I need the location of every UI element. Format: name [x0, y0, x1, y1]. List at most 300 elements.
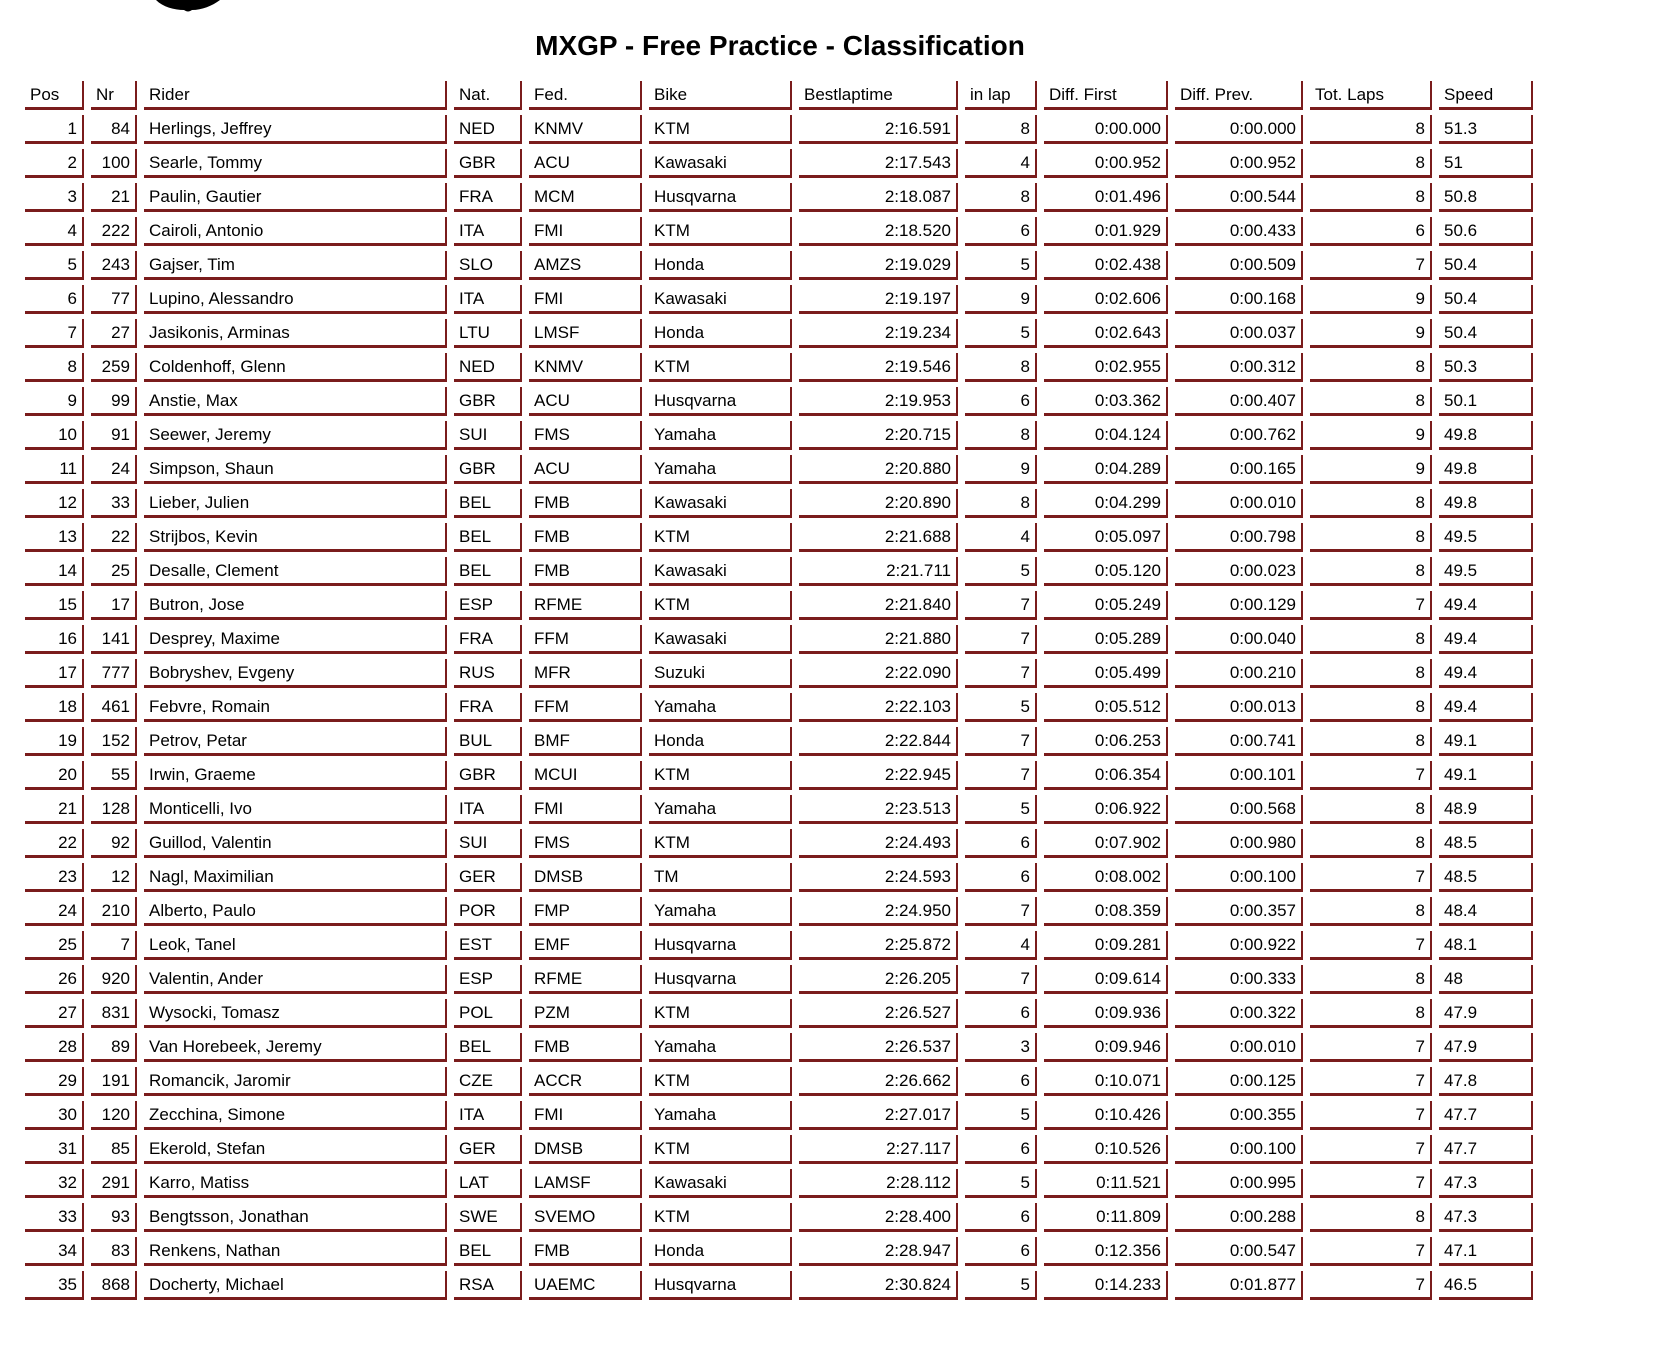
table-row [25, 727, 1533, 756]
table-row [25, 659, 1533, 688]
cell-diff_prev: 0:00.165 [1175, 455, 1303, 484]
cell-nat: ITA [454, 795, 522, 824]
cell-rider: Anstie, Max [144, 387, 447, 416]
cell-nat: POR [454, 897, 522, 926]
cell-diff_first: 0:00.952 [1044, 149, 1168, 178]
cell-tot_laps: 9 [1310, 285, 1432, 314]
cell-speed: 48.5 [1439, 863, 1533, 892]
cell-nat: SUI [454, 829, 522, 858]
cell-speed: 48.1 [1439, 931, 1533, 960]
cell-bike: Kawasaki [649, 625, 792, 654]
cell-fed: FMI [529, 285, 642, 314]
cell-fed: ACU [529, 387, 642, 416]
cell-bike: KTM [649, 829, 792, 858]
cell-nr: 92 [91, 829, 137, 858]
cell-pos: 5 [25, 251, 84, 280]
cell-in_lap: 7 [965, 659, 1037, 688]
cell-speed: 50.4 [1439, 319, 1533, 348]
cell-in_lap: 7 [965, 727, 1037, 756]
cell-bike: Yamaha [649, 693, 792, 722]
cell-nr: 91 [91, 421, 137, 450]
cell-nat: ESP [454, 591, 522, 620]
cell-in_lap: 8 [965, 489, 1037, 518]
cell-nat: SUI [454, 421, 522, 450]
cell-rider: Simpson, Shaun [144, 455, 447, 484]
cell-rider: Wysocki, Tomasz [144, 999, 447, 1028]
cell-diff_first: 0:02.606 [1044, 285, 1168, 314]
cell-diff_prev: 0:00.980 [1175, 829, 1303, 858]
cell-diff_prev: 0:00.101 [1175, 761, 1303, 790]
table-row [25, 829, 1533, 858]
cell-bestlaptime: 2:22.090 [799, 659, 958, 688]
cell-rider: Renkens, Nathan [144, 1237, 447, 1266]
table-row [25, 557, 1533, 586]
cell-nr: 259 [91, 353, 137, 382]
cell-bestlaptime: 2:21.880 [799, 625, 958, 654]
table-row [25, 693, 1533, 722]
cell-diff_prev: 0:00.322 [1175, 999, 1303, 1028]
cell-bestlaptime: 2:22.103 [799, 693, 958, 722]
cell-diff_first: 0:04.299 [1044, 489, 1168, 518]
cell-diff_prev: 0:00.000 [1175, 115, 1303, 144]
cell-speed: 49.8 [1439, 421, 1533, 450]
cell-rider: Butron, Jose [144, 591, 447, 620]
cell-bike: TM [649, 863, 792, 892]
cell-fed: FMS [529, 829, 642, 858]
cell-nat: BEL [454, 1033, 522, 1062]
cell-tot_laps: 6 [1310, 217, 1432, 246]
table-row [25, 1067, 1533, 1096]
cell-nat: GBR [454, 149, 522, 178]
table-row [25, 183, 1533, 212]
cell-in_lap: 6 [965, 387, 1037, 416]
classification-table [18, 76, 1540, 1305]
cell-in_lap: 5 [965, 1101, 1037, 1130]
table-wrap [18, 76, 1540, 1305]
cell-speed: 47.3 [1439, 1203, 1533, 1232]
cell-diff_prev: 0:00.922 [1175, 931, 1303, 960]
table-row [25, 761, 1533, 790]
cell-tot_laps: 7 [1310, 251, 1432, 280]
cell-fed: FMB [529, 523, 642, 552]
cell-bike: KTM [649, 761, 792, 790]
cell-fed: RFME [529, 591, 642, 620]
cell-speed: 48.9 [1439, 795, 1533, 824]
cell-in_lap: 8 [965, 421, 1037, 450]
cell-nat: ITA [454, 1101, 522, 1130]
cell-tot_laps: 8 [1310, 489, 1432, 518]
cell-diff_first: 0:05.120 [1044, 557, 1168, 586]
cell-diff_prev: 0:00.023 [1175, 557, 1303, 586]
cell-diff_prev: 0:00.995 [1175, 1169, 1303, 1198]
cell-pos: 8 [25, 353, 84, 382]
cell-in_lap: 6 [965, 217, 1037, 246]
table-header-row [25, 81, 1533, 110]
cell-bike: KTM [649, 591, 792, 620]
cell-bestlaptime: 2:21.711 [799, 557, 958, 586]
cell-diff_first: 0:02.643 [1044, 319, 1168, 348]
cell-bike: KTM [649, 353, 792, 382]
cell-bestlaptime: 2:24.950 [799, 897, 958, 926]
cell-nr: 99 [91, 387, 137, 416]
cell-bike: KTM [649, 523, 792, 552]
cell-diff_prev: 0:00.433 [1175, 217, 1303, 246]
cell-fed: KNMV [529, 353, 642, 382]
cell-fed: EMF [529, 931, 642, 960]
cell-bestlaptime: 2:20.715 [799, 421, 958, 450]
cell-rider: Desprey, Maxime [144, 625, 447, 654]
cell-rider: Van Horebeek, Jeremy [144, 1033, 447, 1062]
cell-diff_first: 0:10.426 [1044, 1101, 1168, 1130]
cell-fed: MCUI [529, 761, 642, 790]
cell-tot_laps: 8 [1310, 115, 1432, 144]
cell-fed: SVEMO [529, 1203, 642, 1232]
cell-diff_first: 0:02.438 [1044, 251, 1168, 280]
cell-diff_prev: 0:00.010 [1175, 1033, 1303, 1062]
cell-bestlaptime: 2:28.400 [799, 1203, 958, 1232]
cell-diff_first: 0:08.359 [1044, 897, 1168, 926]
cell-speed: 50.4 [1439, 251, 1533, 280]
cell-nat: BEL [454, 1237, 522, 1266]
table-row [25, 1033, 1533, 1062]
cell-rider: Desalle, Clement [144, 557, 447, 586]
cell-bestlaptime: 2:26.662 [799, 1067, 958, 1096]
cell-nat: CZE [454, 1067, 522, 1096]
cell-speed: 47.9 [1439, 1033, 1533, 1062]
cell-pos: 29 [25, 1067, 84, 1096]
cell-pos: 16 [25, 625, 84, 654]
cell-bestlaptime: 2:19.546 [799, 353, 958, 382]
table-row [25, 965, 1533, 994]
cell-diff_first: 0:09.936 [1044, 999, 1168, 1028]
table-row [25, 353, 1533, 382]
cell-fed: MCM [529, 183, 642, 212]
cell-diff_prev: 0:00.040 [1175, 625, 1303, 654]
cell-rider: Herlings, Jeffrey [144, 115, 447, 144]
cell-rider: Strijbos, Kevin [144, 523, 447, 552]
cell-diff_first: 0:09.281 [1044, 931, 1168, 960]
cell-nr: 210 [91, 897, 137, 926]
cell-in_lap: 5 [965, 795, 1037, 824]
cell-in_lap: 7 [965, 897, 1037, 926]
cell-pos: 27 [25, 999, 84, 1028]
cell-speed: 50.4 [1439, 285, 1533, 314]
column-header-speed: Speed [1439, 81, 1533, 110]
cell-nr: 21 [91, 183, 137, 212]
cell-in_lap: 8 [965, 353, 1037, 382]
cell-bike: Husqvarna [649, 931, 792, 960]
cell-tot_laps: 8 [1310, 149, 1432, 178]
cell-pos: 22 [25, 829, 84, 858]
cell-nr: 85 [91, 1135, 137, 1164]
cell-nat: LTU [454, 319, 522, 348]
cell-fed: PZM [529, 999, 642, 1028]
cell-speed: 51.3 [1439, 115, 1533, 144]
cell-pos: 34 [25, 1237, 84, 1266]
cell-rider: Valentin, Ander [144, 965, 447, 994]
cell-rider: Searle, Tommy [144, 149, 447, 178]
cell-nr: 120 [91, 1101, 137, 1130]
cell-nr: 777 [91, 659, 137, 688]
table-row [25, 931, 1533, 960]
cell-in_lap: 7 [965, 761, 1037, 790]
cell-fed: ACCR [529, 1067, 642, 1096]
cell-in_lap: 9 [965, 285, 1037, 314]
cell-in_lap: 8 [965, 183, 1037, 212]
cell-rider: Cairoli, Antonio [144, 217, 447, 246]
cell-nat: GER [454, 863, 522, 892]
table-row [25, 251, 1533, 280]
cell-nr: 84 [91, 115, 137, 144]
cell-rider: Lieber, Julien [144, 489, 447, 518]
cell-in_lap: 8 [965, 115, 1037, 144]
cell-diff_prev: 0:00.357 [1175, 897, 1303, 926]
cell-fed: LAMSF [529, 1169, 642, 1198]
cell-pos: 10 [25, 421, 84, 450]
cell-nat: RUS [454, 659, 522, 688]
cell-fed: DMSB [529, 1135, 642, 1164]
cell-bike: Honda [649, 251, 792, 280]
cell-in_lap: 7 [965, 965, 1037, 994]
cell-diff_first: 0:00.000 [1044, 115, 1168, 144]
cell-diff_first: 0:03.362 [1044, 387, 1168, 416]
cell-bike: KTM [649, 115, 792, 144]
cell-diff_prev: 0:00.568 [1175, 795, 1303, 824]
cell-bike: Honda [649, 727, 792, 756]
cell-tot_laps: 8 [1310, 999, 1432, 1028]
cell-diff_first: 0:05.289 [1044, 625, 1168, 654]
cell-fed: FMB [529, 489, 642, 518]
cell-nat: BEL [454, 557, 522, 586]
column-header-fed: Fed. [529, 81, 642, 110]
cell-bestlaptime: 2:21.688 [799, 523, 958, 552]
cell-tot_laps: 8 [1310, 659, 1432, 688]
cell-bestlaptime: 2:19.029 [799, 251, 958, 280]
cell-pos: 28 [25, 1033, 84, 1062]
cell-nat: ESP [454, 965, 522, 994]
cell-pos: 21 [25, 795, 84, 824]
cell-nat: SWE [454, 1203, 522, 1232]
cell-bike: Kawasaki [649, 557, 792, 586]
cell-speed: 48 [1439, 965, 1533, 994]
cell-tot_laps: 7 [1310, 1135, 1432, 1164]
cell-nr: 243 [91, 251, 137, 280]
cell-nat: GBR [454, 387, 522, 416]
cell-bestlaptime: 2:23.513 [799, 795, 958, 824]
cell-nat: BEL [454, 523, 522, 552]
column-header-diff_prev: Diff. Prev. [1175, 81, 1303, 110]
cell-tot_laps: 8 [1310, 1203, 1432, 1232]
cell-nr: 100 [91, 149, 137, 178]
cell-bike: Kawasaki [649, 285, 792, 314]
cell-diff_prev: 0:00.013 [1175, 693, 1303, 722]
cell-bike: KTM [649, 999, 792, 1028]
cell-tot_laps: 7 [1310, 1169, 1432, 1198]
cell-fed: FMB [529, 557, 642, 586]
cell-nr: 83 [91, 1237, 137, 1266]
cell-tot_laps: 7 [1310, 761, 1432, 790]
cell-diff_prev: 0:00.100 [1175, 1135, 1303, 1164]
cell-nat: FRA [454, 183, 522, 212]
cell-tot_laps: 7 [1310, 1237, 1432, 1266]
cell-nr: 461 [91, 693, 137, 722]
cell-fed: KNMV [529, 115, 642, 144]
column-header-tot_laps: Tot. Laps [1310, 81, 1432, 110]
cell-in_lap: 4 [965, 523, 1037, 552]
cell-fed: FFM [529, 625, 642, 654]
cell-diff_prev: 0:01.877 [1175, 1271, 1303, 1300]
cell-diff_first: 0:09.946 [1044, 1033, 1168, 1062]
cell-nr: 152 [91, 727, 137, 756]
cell-rider: Jasikonis, Arminas [144, 319, 447, 348]
cell-in_lap: 4 [965, 149, 1037, 178]
cell-diff_prev: 0:00.288 [1175, 1203, 1303, 1232]
cell-nat: EST [454, 931, 522, 960]
cell-speed: 50.6 [1439, 217, 1533, 246]
table-row [25, 319, 1533, 348]
cell-in_lap: 7 [965, 591, 1037, 620]
table-row [25, 421, 1533, 450]
cell-bestlaptime: 2:28.947 [799, 1237, 958, 1266]
cell-tot_laps: 8 [1310, 897, 1432, 926]
cell-bestlaptime: 2:16.591 [799, 115, 958, 144]
cell-bike: Kawasaki [649, 489, 792, 518]
cell-pos: 20 [25, 761, 84, 790]
cell-nr: 7 [91, 931, 137, 960]
cell-nat: ITA [454, 285, 522, 314]
cell-in_lap: 5 [965, 557, 1037, 586]
cell-rider: Romancik, Jaromir [144, 1067, 447, 1096]
cell-in_lap: 5 [965, 1169, 1037, 1198]
cell-rider: Lupino, Alessandro [144, 285, 447, 314]
cell-in_lap: 6 [965, 1237, 1037, 1266]
cell-diff_prev: 0:00.407 [1175, 387, 1303, 416]
cell-bestlaptime: 2:26.205 [799, 965, 958, 994]
cell-in_lap: 6 [965, 863, 1037, 892]
cell-tot_laps: 7 [1310, 1067, 1432, 1096]
cell-diff_prev: 0:00.762 [1175, 421, 1303, 450]
cell-diff_first: 0:05.499 [1044, 659, 1168, 688]
cell-speed: 47.1 [1439, 1237, 1533, 1266]
cell-speed: 50.8 [1439, 183, 1533, 212]
cell-rider: Alberto, Paulo [144, 897, 447, 926]
cell-bike: KTM [649, 1067, 792, 1096]
table-row [25, 999, 1533, 1028]
cell-speed: 48.4 [1439, 897, 1533, 926]
cell-pos: 26 [25, 965, 84, 994]
cell-pos: 30 [25, 1101, 84, 1130]
cell-speed: 49.4 [1439, 693, 1533, 722]
cell-nr: 22 [91, 523, 137, 552]
cell-pos: 2 [25, 149, 84, 178]
cell-in_lap: 7 [965, 625, 1037, 654]
column-header-in_lap: in lap [965, 81, 1037, 110]
cell-nat: LAT [454, 1169, 522, 1198]
cell-bike: KTM [649, 1135, 792, 1164]
cell-nat: POL [454, 999, 522, 1028]
cell-bestlaptime: 2:19.234 [799, 319, 958, 348]
cell-nr: 191 [91, 1067, 137, 1096]
cell-fed: DMSB [529, 863, 642, 892]
cell-tot_laps: 8 [1310, 693, 1432, 722]
cell-in_lap: 5 [965, 693, 1037, 722]
cell-fed: FMB [529, 1237, 642, 1266]
cell-bike: Husqvarna [649, 1271, 792, 1300]
column-header-rider: Rider [144, 81, 447, 110]
cell-bestlaptime: 2:25.872 [799, 931, 958, 960]
cell-nat: FRA [454, 625, 522, 654]
table-row [25, 523, 1533, 552]
cell-bestlaptime: 2:18.087 [799, 183, 958, 212]
cell-diff_first: 0:11.809 [1044, 1203, 1168, 1232]
cell-nr: 868 [91, 1271, 137, 1300]
cell-bike: Yamaha [649, 421, 792, 450]
cell-fed: ACU [529, 455, 642, 484]
cell-in_lap: 9 [965, 455, 1037, 484]
cell-rider: Leok, Tanel [144, 931, 447, 960]
cell-pos: 18 [25, 693, 84, 722]
cell-diff_first: 0:10.526 [1044, 1135, 1168, 1164]
cell-bike: Honda [649, 319, 792, 348]
cell-bestlaptime: 2:24.593 [799, 863, 958, 892]
cell-speed: 49.4 [1439, 591, 1533, 620]
cell-nr: 77 [91, 285, 137, 314]
cell-nr: 93 [91, 1203, 137, 1232]
cell-fed: LMSF [529, 319, 642, 348]
cell-diff_first: 0:06.253 [1044, 727, 1168, 756]
table-row [25, 149, 1533, 178]
cell-tot_laps: 8 [1310, 353, 1432, 382]
cell-nat: GER [454, 1135, 522, 1164]
cell-nr: 33 [91, 489, 137, 518]
cell-fed: FMP [529, 897, 642, 926]
cell-diff_first: 0:11.521 [1044, 1169, 1168, 1198]
table-row [25, 1237, 1533, 1266]
cell-diff_first: 0:09.614 [1044, 965, 1168, 994]
cell-diff_prev: 0:00.168 [1175, 285, 1303, 314]
cell-nat: GBR [454, 455, 522, 484]
cell-diff_first: 0:10.071 [1044, 1067, 1168, 1096]
cell-diff_prev: 0:00.544 [1175, 183, 1303, 212]
cell-fed: FMI [529, 217, 642, 246]
cell-tot_laps: 7 [1310, 863, 1432, 892]
cell-rider: Irwin, Graeme [144, 761, 447, 790]
cell-bike: KTM [649, 1203, 792, 1232]
cell-pos: 3 [25, 183, 84, 212]
cell-bike: Yamaha [649, 455, 792, 484]
cell-rider: Bobryshev, Evgeny [144, 659, 447, 688]
cell-fed: FMS [529, 421, 642, 450]
cell-bestlaptime: 2:17.543 [799, 149, 958, 178]
cell-in_lap: 3 [965, 1033, 1037, 1062]
cell-nr: 17 [91, 591, 137, 620]
cell-tot_laps: 8 [1310, 965, 1432, 994]
cell-tot_laps: 9 [1310, 319, 1432, 348]
cell-fed: MFR [529, 659, 642, 688]
cell-bestlaptime: 2:26.537 [799, 1033, 958, 1062]
cell-bestlaptime: 2:22.844 [799, 727, 958, 756]
cell-in_lap: 5 [965, 319, 1037, 348]
table-row [25, 387, 1533, 416]
cell-pos: 6 [25, 285, 84, 314]
table-row [25, 455, 1533, 484]
cell-speed: 47.7 [1439, 1101, 1533, 1130]
cell-bike: KTM [649, 217, 792, 246]
cell-fed: FFM [529, 693, 642, 722]
cell-speed: 49.5 [1439, 557, 1533, 586]
cell-nr: 24 [91, 455, 137, 484]
cell-pos: 11 [25, 455, 84, 484]
